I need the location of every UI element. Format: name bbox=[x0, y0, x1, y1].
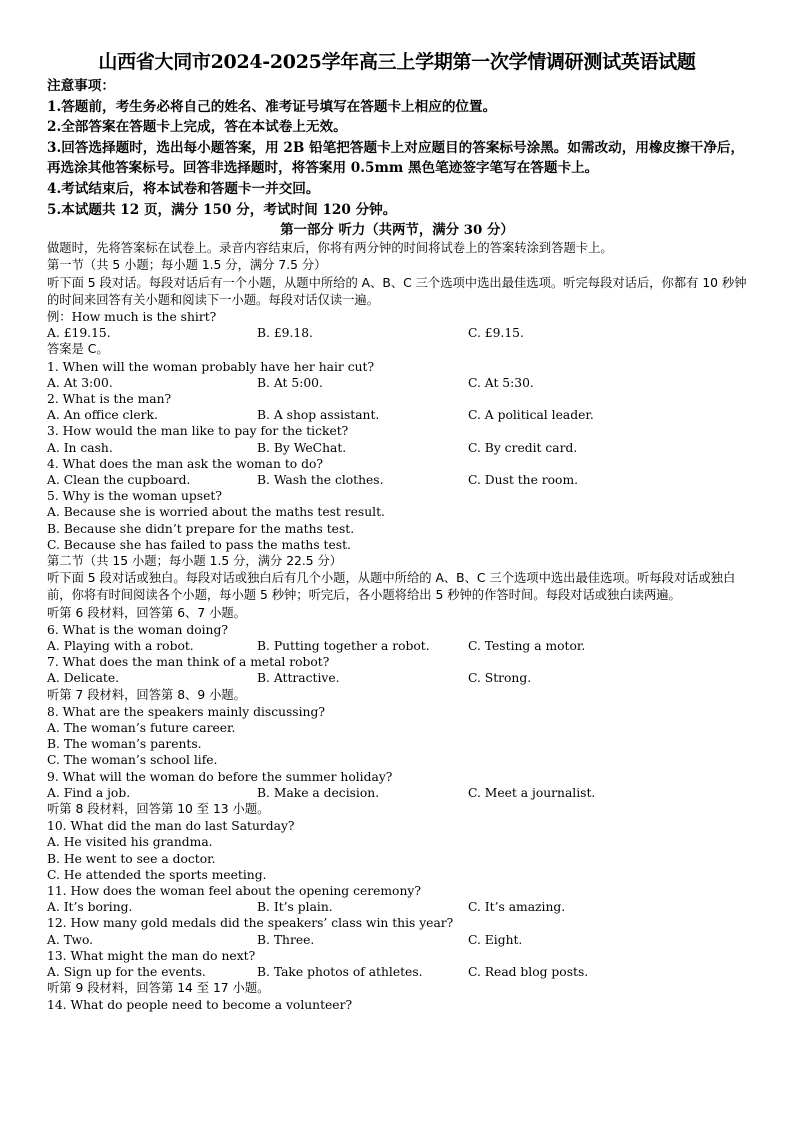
material-heading: 听第 6 段材料，回答第 6、7 小题。 bbox=[47, 605, 246, 620]
option-b: B. Attractive. bbox=[257, 671, 340, 686]
option-b: B. It’s plain. bbox=[257, 900, 333, 915]
option-c: C. £9.15. bbox=[468, 326, 524, 341]
option-b: B. Take photos of athletes. bbox=[257, 964, 423, 979]
option-b: B. The woman’s parents. bbox=[47, 737, 202, 752]
material-heading: 听第 8 段材料，回答第 10 至 13 小题。 bbox=[47, 801, 270, 816]
option-b: B. Three. bbox=[257, 932, 315, 947]
exam-page bbox=[47, 48, 747, 1014]
question-2: 2. What is the man? bbox=[47, 391, 172, 406]
option-c: C. By credit card. bbox=[468, 440, 578, 455]
question-2-options bbox=[47, 407, 747, 423]
option-c: C. Meet a journalist. bbox=[468, 785, 596, 800]
option-b: B. Wash the clothes. bbox=[257, 472, 384, 487]
question-1: 1. When will the woman probably have her hair cut? bbox=[47, 359, 375, 374]
part-intro: 做题时，先将答案标在试卷上。录音内容结束后，你将有两分钟的时间将试卷上的答案转涂到答题卡上。 bbox=[47, 241, 613, 256]
option-c: C. A political leader. bbox=[468, 408, 594, 423]
question-10: 10. What did the man do last Saturday? bbox=[47, 819, 295, 834]
option-b: B. Because she didn’t prepare for the maths test. bbox=[47, 521, 355, 536]
note-item: 5.本试题共 12 页，满分 150 分，考试时间 120 分钟。 bbox=[47, 201, 397, 218]
option-c: C. Testing a motor. bbox=[468, 638, 586, 653]
question-9: 9. What will the woman do before the summer holiday? bbox=[47, 769, 393, 784]
question-11-options bbox=[47, 899, 747, 915]
option-c: C. It’s amazing. bbox=[468, 900, 566, 915]
option-c: C. The woman’s school life. bbox=[47, 753, 218, 768]
question-4-options bbox=[47, 472, 747, 488]
question-7-options bbox=[47, 670, 747, 686]
option-b: B. A shop assistant. bbox=[257, 408, 380, 423]
question-6-options bbox=[47, 638, 747, 654]
question-9-options bbox=[47, 785, 747, 801]
notes-section bbox=[47, 76, 747, 220]
option-a: A. Playing with a robot. bbox=[47, 638, 194, 653]
question-3-options bbox=[47, 440, 747, 456]
section-instructions: 听下面 5 段对话或独白。每段对话或独白后有几个小题，从题中所给的 A、B、C 三个选项中选出最佳选项。听每段对话或独白前，你将有时间阅读各个小题，每小题 5 秒钟；听完后，各小题将给出 5 秒钟的作答时间。每段对话或独白读两遍。 bbox=[47, 571, 736, 603]
option-a: A. The woman’s future career. bbox=[47, 720, 236, 735]
option-a: A. Delicate. bbox=[47, 671, 120, 686]
option-b: B. At 5:00. bbox=[257, 375, 323, 390]
section-heading: 第二节（共 15 小题；每小题 1.5 分，满分 22.5 分） bbox=[47, 553, 343, 568]
option-c: C. Dust the room. bbox=[468, 472, 579, 487]
note-item: 2.全部答案在答题卡上完成，答在本试卷上无效。 bbox=[47, 119, 347, 136]
example-question: 例：How much is the shirt? bbox=[47, 309, 217, 324]
question-7: 7. What does the man think of a metal robot? bbox=[47, 655, 330, 670]
question-13: 13. What might the man do next? bbox=[47, 948, 256, 963]
option-a: A. Two. bbox=[47, 932, 94, 947]
option-c: C. Eight. bbox=[468, 932, 523, 947]
notes-heading: 注意事项： bbox=[47, 78, 115, 94]
option-a: A. Clean the cupboard. bbox=[47, 472, 191, 487]
question-6: 6. What is the woman doing? bbox=[47, 622, 228, 637]
option-b: B. £9.18. bbox=[257, 326, 313, 341]
note-item: 3.回答选择题时，选出每小题答案，用 2B 铅笔把答题卡上对应题目的答案标号涂黑。如需改动，用橡皮擦干净后，再选涂其他答案标号。回答非选择题时，将答案用 0.5mm 黑色笔迹签字笔写在答题卡上。 bbox=[47, 139, 745, 177]
note-item: 4.考试结束后，将本试卷和答题卡一并交回。 bbox=[47, 180, 320, 197]
part-heading: 第一部分 听力（共两节，满分 30 分） bbox=[280, 222, 514, 239]
option-c: C. Read blog posts. bbox=[468, 964, 589, 979]
option-a: A. An office clerk. bbox=[47, 408, 158, 423]
option-c: C. At 5:30. bbox=[468, 375, 534, 390]
option-a: A. Find a job. bbox=[47, 785, 131, 800]
option-c: C. He attended the sports meeting. bbox=[47, 867, 267, 882]
material-heading: 听第 7 段材料，回答第 8、9 小题。 bbox=[47, 687, 246, 702]
note-item: 1.答题前，考生务必将自己的姓名、准考证号填写在答题卡上相应的位置。 bbox=[47, 98, 497, 115]
question-12: 12. How many gold medals did the speakers’ class win this year? bbox=[47, 916, 454, 931]
question-12-options bbox=[47, 932, 747, 948]
option-a: A. £19.15. bbox=[47, 326, 111, 341]
option-c: C. Strong. bbox=[468, 671, 532, 686]
question-13-options bbox=[47, 964, 747, 980]
question-3: 3. How would the man like to pay for the ticket? bbox=[47, 424, 349, 439]
question-4: 4. What does the man ask the woman to do? bbox=[47, 456, 323, 471]
section-instructions: 听下面 5 段对话。每段对话后有一个小题，从题中所给的 A、B、C 三个选项中选出最佳选项。听完每段对话后，你都有 10 秒钟的时间来回答有关小题和阅读下一小题。每段对话仅读一遍。 bbox=[47, 275, 747, 307]
question-5: 5. Why is the woman upset? bbox=[47, 489, 222, 504]
option-c: C. Because she has failed to pass the maths test. bbox=[47, 537, 351, 552]
question-8: 8. What are the speakers mainly discussing? bbox=[47, 704, 325, 719]
example-options bbox=[47, 325, 747, 341]
page-title: 山西省大同市2024-2025学年高三上学期第一次学情调研测试英语试题 bbox=[98, 51, 696, 73]
option-a: A. At 3:00. bbox=[47, 375, 113, 390]
listening-section bbox=[47, 240, 747, 1013]
option-b: B. Make a decision. bbox=[257, 785, 380, 800]
option-a: A. In cash. bbox=[47, 440, 113, 455]
option-b: B. Putting together a robot. bbox=[257, 638, 430, 653]
option-b: B. He went to see a doctor. bbox=[47, 851, 216, 866]
question-11: 11. How does the woman feel about the opening ceremony? bbox=[47, 883, 421, 898]
option-a: A. He visited his grandma. bbox=[47, 835, 213, 850]
option-b: B. By WeChat. bbox=[257, 440, 347, 455]
option-a: A. Sign up for the events. bbox=[47, 964, 206, 979]
example-answer: 答案是 C。 bbox=[47, 342, 109, 357]
question-14: 14. What do people need to become a volunteer? bbox=[47, 998, 353, 1013]
option-a: A. It’s boring. bbox=[47, 900, 133, 915]
question-1-options bbox=[47, 375, 747, 391]
material-heading: 听第 9 段材料，回答第 14 至 17 小题。 bbox=[47, 981, 270, 996]
option-a: A. Because she is worried about the maths test result. bbox=[47, 505, 385, 520]
section-heading: 第一节（共 5 小题；每小题 1.5 分，满分 7.5 分） bbox=[47, 258, 327, 273]
